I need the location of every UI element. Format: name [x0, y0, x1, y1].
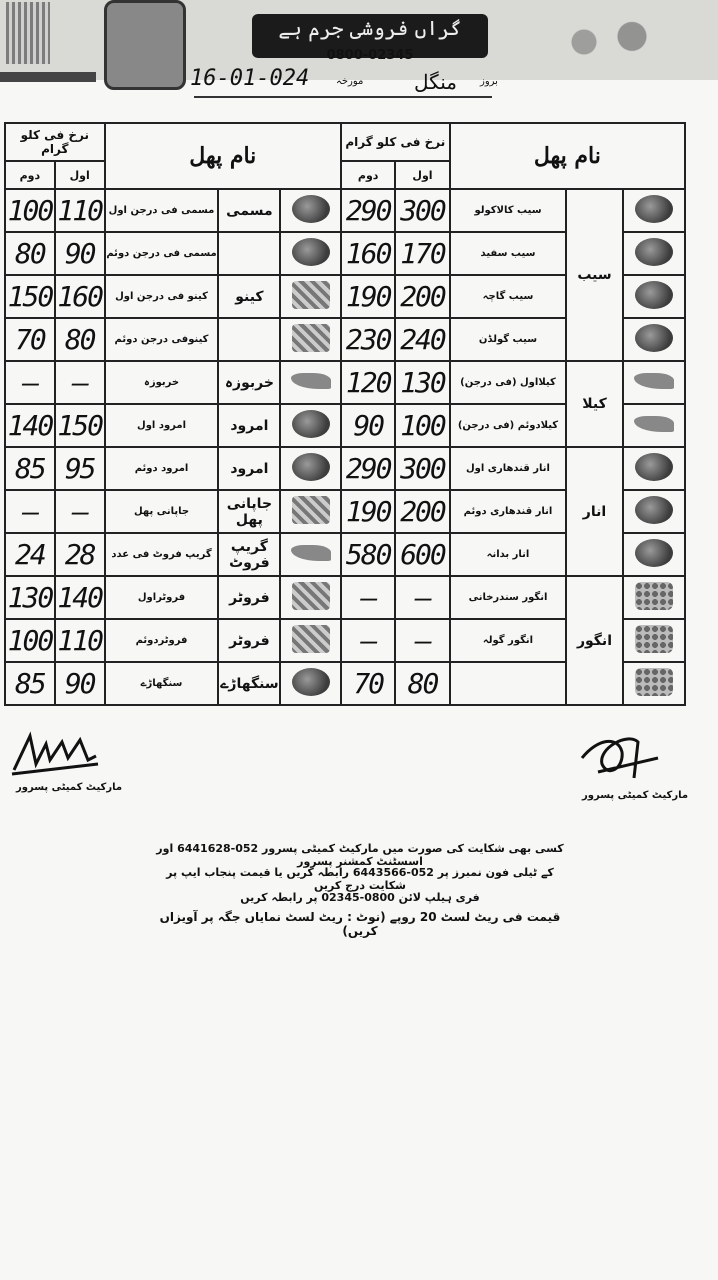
rate-second: 150: [5, 275, 55, 318]
fruit-image-icon: [291, 373, 331, 389]
fruit-image-icon: [635, 453, 673, 481]
fruit-image-icon: [635, 625, 673, 653]
table-row: [5, 490, 341, 533]
fruit-image-cell: [280, 662, 341, 705]
rate-first: 110: [55, 189, 105, 232]
fruit-image-icon: [635, 195, 673, 223]
fruit-image-cell: [623, 232, 685, 275]
fruit-image-cell: [623, 275, 685, 318]
table-row: [5, 232, 341, 275]
left-signature: [10, 730, 100, 778]
right-table-body: [341, 189, 685, 705]
fruit-group-name: فروٹر: [218, 619, 280, 662]
rate-second: 290: [341, 189, 395, 232]
left-col-first: اول: [55, 161, 105, 189]
rate-second: 85: [5, 447, 55, 490]
fruit-group-name: خربوزہ: [218, 361, 280, 404]
fruit-group-name: انار: [566, 447, 622, 576]
left-price-table: [4, 122, 342, 706]
fruit-group-name: انگور: [566, 576, 622, 705]
fruit-item-name: انار قندھاری دوئم: [450, 490, 567, 533]
date-value: 16-01-024: [190, 66, 310, 91]
fruit-item-name: انگور گولہ: [450, 619, 567, 662]
fruit-image-icon: [634, 373, 674, 389]
table-row: [5, 576, 341, 619]
notice-line: کے ٹیلی فون نمبرز پر 052-6443566 رابطہ کریں یا قیمت پنجاب ایپ پر شکایت درج کریں: [166, 866, 554, 892]
fruit-item-name: کینو فی درجن اول: [105, 275, 219, 318]
left-signature-caption: مارکیٹ کمیٹی پسرور: [16, 782, 123, 793]
fruit-image-cell: [623, 619, 685, 662]
fruit-image-icon: [292, 281, 330, 309]
rate-second: —: [341, 619, 395, 662]
fruit-image-cell: [623, 189, 685, 232]
fruit-item-name: امرود دوئم: [105, 447, 219, 490]
rate-first: —: [395, 576, 449, 619]
table-row: [341, 275, 685, 318]
fruit-image-icon: [292, 195, 330, 223]
rate-second: 80: [5, 232, 55, 275]
date-underline: [194, 96, 492, 98]
slogan-text: گراں فروشی جرم ہے: [278, 16, 462, 40]
fruit-image-cell: [280, 490, 341, 533]
table-row: [5, 404, 341, 447]
table-row: [5, 533, 341, 576]
left-head-rate: نرخ فی کلو گرام: [5, 123, 105, 161]
rate-first: 80: [395, 662, 449, 705]
fruit-item-name: فروٹراول: [105, 576, 219, 619]
right-head-rate: نرخ فی کلو گرام: [341, 123, 450, 161]
rate-first: 140: [55, 576, 105, 619]
fruit-item-name: سیب کالاکولو: [450, 189, 567, 232]
rate-first: 150: [55, 404, 105, 447]
rate-first: 600: [395, 533, 449, 576]
header-divider: [0, 72, 96, 82]
rate-first: 95: [55, 447, 105, 490]
rate-first: 240: [395, 318, 449, 361]
rate-first: —: [55, 490, 105, 533]
table-row: [341, 619, 685, 662]
fruit-item-name: جاپانی پھل: [105, 490, 219, 533]
rate-second: 120: [341, 361, 395, 404]
right-col-first: اول: [395, 161, 449, 189]
table-row: [341, 662, 685, 705]
rate-first: 80: [55, 318, 105, 361]
fruit-image-icon: [291, 545, 331, 561]
fruit-image-cell: [280, 361, 341, 404]
fruit-image-icon: [635, 668, 673, 696]
phone-app-icon: [104, 0, 186, 90]
fruit-item-name: خربوزہ: [105, 361, 219, 404]
rate-second: 290: [341, 447, 395, 490]
rate-second: —: [341, 576, 395, 619]
rate-first: 110: [55, 619, 105, 662]
fruit-item-name: سیب گاچہ: [450, 275, 567, 318]
fruit-image-cell: [280, 447, 341, 490]
rate-first: 100: [395, 404, 449, 447]
fruit-item-name: کیلااول (فی درجن): [450, 361, 567, 404]
table-row: [341, 232, 685, 275]
fruit-image-cell: [623, 361, 685, 404]
rate-second: —: [5, 361, 55, 404]
qr-code-icon: [6, 2, 50, 64]
fruit-item-name: امرود اول: [105, 404, 219, 447]
fruit-image-icon: [292, 324, 330, 352]
fruit-image-icon: [292, 496, 330, 524]
rate-second: 190: [341, 490, 395, 533]
rate-first: 28: [55, 533, 105, 576]
rate-second: 100: [5, 619, 55, 662]
fruit-image-icon: [292, 625, 330, 653]
right-price-table: [340, 122, 686, 706]
table-row: [5, 318, 341, 361]
rate-second: 580: [341, 533, 395, 576]
fruit-group-name: سیب: [566, 189, 622, 361]
fruit-item-name: انار قندھاری اول: [450, 447, 567, 490]
rate-first: 90: [55, 662, 105, 705]
fruit-image-icon: [634, 416, 674, 432]
rate-second: 140: [5, 404, 55, 447]
rate-second: 190: [341, 275, 395, 318]
left-table-body: [5, 189, 341, 705]
fruit-item-name: سیب گولڈن: [450, 318, 567, 361]
rate-second: 85: [5, 662, 55, 705]
notice-line: قیمت فی ریٹ لسٹ 20 روپے (نوٹ : ریٹ لسٹ نمایاں جگہ پر آویزاں کریں): [159, 910, 561, 938]
right-signature-caption: مارکیٹ کمیٹی پسرور: [582, 790, 689, 801]
fruit-group-name: گریپ فروٹ: [218, 533, 280, 576]
rate-first: 200: [395, 275, 449, 318]
fruit-item-name: انگور سندرخانی: [450, 576, 567, 619]
table-row: [341, 361, 685, 404]
fruit-image-cell: [623, 447, 685, 490]
table-row: [5, 447, 341, 490]
table-row: [341, 447, 685, 490]
fruit-image-cell: [623, 576, 685, 619]
fruit-group-name: فروٹر: [218, 576, 280, 619]
fruit-image-icon: [635, 539, 673, 567]
fruit-image-cell: [280, 318, 341, 361]
fruit-item-name: گریپ فروٹ فی عدد: [105, 533, 219, 576]
fruit-item-name: مسمی فی درجن اول: [105, 189, 219, 232]
notice-line: کسی بھی شکایت کی صورت میں مارکیٹ کمیٹی پسرور 052-6441628 اور اسسٹنٹ کمشنر پسرور: [156, 842, 564, 868]
fruit-group-name: امرود: [218, 404, 280, 447]
helpline-number: 0800-02345: [326, 48, 414, 63]
fruit-item-name: سنگھاڑے: [105, 662, 219, 705]
rate-first: 300: [395, 447, 449, 490]
fruit-image-icon: [635, 496, 673, 524]
table-row: [341, 576, 685, 619]
fruit-image-icon: [635, 238, 673, 266]
fruit-image-cell: [623, 404, 685, 447]
rate-first: 170: [395, 232, 449, 275]
right-signature: [578, 728, 664, 784]
date-row: [190, 66, 498, 96]
rate-first: 90: [55, 232, 105, 275]
fruit-item-name: کینوفی درجن دوئم: [105, 318, 219, 361]
day-label: بروز: [480, 76, 498, 87]
rate-second: 130: [5, 576, 55, 619]
rate-first: 160: [55, 275, 105, 318]
fruit-image-icon: [635, 324, 673, 352]
table-row: [5, 275, 341, 318]
fruit-image-icon: [292, 582, 330, 610]
table-row: [341, 490, 685, 533]
fruit-item-name: فروٹردوئم: [105, 619, 219, 662]
fruit-image-cell: [623, 533, 685, 576]
day-value: منگل: [414, 70, 457, 94]
fruit-image-icon: [292, 453, 330, 481]
rate-second: 90: [341, 404, 395, 447]
rate-first: 300: [395, 189, 449, 232]
rate-first: —: [395, 619, 449, 662]
fruit-image-cell: [280, 189, 341, 232]
fruit-image-icon: [635, 582, 673, 610]
table-row: [341, 404, 685, 447]
fruit-group-name: [218, 232, 280, 275]
table-row: [5, 619, 341, 662]
fruit-image-cell: [623, 662, 685, 705]
fruit-image-cell: [280, 232, 341, 275]
fruit-group-name: مسمی: [218, 189, 280, 232]
fruit-image-icon: [635, 281, 673, 309]
date-label: مورخہ: [336, 76, 364, 87]
fruit-image-icon: [292, 668, 330, 696]
left-col-second: دوم: [5, 161, 55, 189]
fruit-image-cell: [280, 533, 341, 576]
table-row: [341, 318, 685, 361]
table-row: [5, 361, 341, 404]
rate-first: —: [55, 361, 105, 404]
rate-second: 70: [5, 318, 55, 361]
rate-second: 24: [5, 533, 55, 576]
rate-second: —: [5, 490, 55, 533]
rate-second: 230: [341, 318, 395, 361]
table-row: [341, 189, 685, 232]
fruit-item-name: کیلادوئم (فی درجن): [450, 404, 567, 447]
fruit-group-name: سنگھاڑے: [218, 662, 280, 705]
table-row: [5, 189, 341, 232]
fruit-image-cell: [280, 275, 341, 318]
fruit-item-name: انار بدانہ: [450, 533, 567, 576]
right-col-second: دوم: [341, 161, 395, 189]
fruit-group-name: جاپانی پھل: [218, 490, 280, 533]
fruit-image-cell: [623, 318, 685, 361]
fruit-group-name: امرود: [218, 447, 280, 490]
rate-first: 200: [395, 490, 449, 533]
rate-second: 70: [341, 662, 395, 705]
fruit-group-name: کینو: [218, 275, 280, 318]
fruit-item-name: [450, 662, 567, 705]
fruit-item-name: سیب سفید: [450, 232, 567, 275]
fruit-image-cell: [623, 490, 685, 533]
fruit-basket-icon: [548, 14, 668, 70]
fruit-group-name: [218, 318, 280, 361]
fruit-item-name: مسمی فی درجن دوئم: [105, 232, 219, 275]
table-row: [341, 533, 685, 576]
fruit-image-cell: [280, 404, 341, 447]
fruit-group-name: کیلا: [566, 361, 622, 447]
fruit-image-icon: [292, 238, 330, 266]
left-head-name: نام پھل: [105, 123, 341, 189]
fruit-image-icon: [292, 410, 330, 438]
fruit-image-cell: [280, 619, 341, 662]
table-row: [5, 662, 341, 705]
rate-first: 130: [395, 361, 449, 404]
rate-second: 160: [341, 232, 395, 275]
right-head-name: نام پھل: [450, 123, 685, 189]
fruit-image-cell: [280, 576, 341, 619]
notice-line: فری ہیلپ لائن 0800-02345 پر رابطہ کریں: [240, 891, 480, 904]
rate-second: 100: [5, 189, 55, 232]
